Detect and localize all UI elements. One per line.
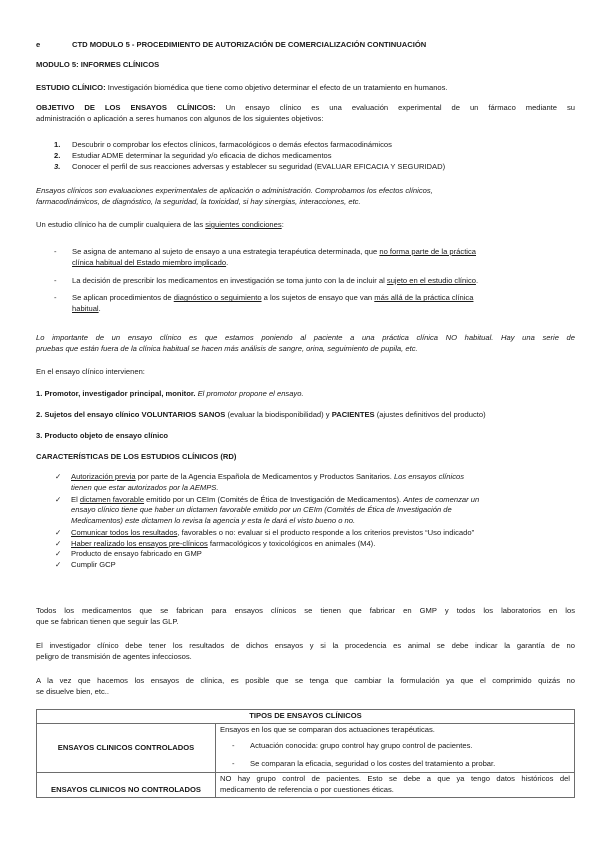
list-item (55, 549, 575, 560)
caracteristica-italic: ensayo clínico tiene que haber un dictamen favorable emitido por un CEIm (Comités de Ética de Investigación de (71, 505, 452, 515)
list-text: Conocer el perfil de sus reacciones adversas y establecer su seguridad (EVALUAR EFICACIA Y SEGURIDAD) (72, 161, 446, 171)
caracteristicas-list (55, 472, 575, 571)
module-title: MODULO 5: INFORMES CLÍNICOS (36, 60, 160, 69)
header-title: CTD MODULO 5 - PROCEDIMIENTO DE AUTORIZACIÓN DE COMERCIALIZACIÓN CONTINUACIÓN (72, 40, 427, 49)
list-item (55, 472, 575, 494)
objetivo-line-1 (36, 103, 575, 114)
objetivo-text-1: Un ensayo clínico es una evaluación experimental de un fármaco mediante su (225, 103, 575, 112)
list-text: Descubrir o comprobar los efectos clínicos, farmacológicos o demás efectos farmacodinámicos (72, 140, 392, 149)
checkmark-icon: ✓ (55, 549, 62, 559)
caracteristica-italic: tienen que estar autorizados por la AEMPS. (71, 482, 219, 492)
condicion-underlined: más allá de la práctica clínica (374, 293, 474, 303)
list-item (55, 528, 575, 539)
no-controlados-label: ENSAYOS CLINICOS NO CONTROLADOS (37, 773, 216, 798)
caracteristica-underlined: Autorización previa (71, 472, 136, 481)
table-header-row (37, 710, 575, 724)
checkmark-icon: ✓ (55, 538, 62, 548)
condicion-underlined: no forma parte de la práctica (379, 247, 477, 256)
table-row (37, 724, 575, 773)
investigador-line-1: El investigador clínico debe tener los resultados de dichos ensayos y si la procedencia es animal se debe indicar la garantía de no (36, 641, 575, 650)
list-item (55, 560, 575, 571)
ensayos-note-line-2: farmacodinámicos, de diagnóstico, la seguridad, la toxicidad, si hay sinergias, interacciones, etc. (36, 196, 361, 206)
list-item (54, 151, 575, 162)
caracteristica-text: emitido por un CEIm (Comités de Ética de Investigación de Medicamentos). (144, 494, 404, 504)
condicion-end: . (475, 275, 479, 285)
condicion-underlined: clínica habitual del Estado miembro implicado (72, 257, 227, 267)
list-item (220, 741, 570, 752)
tipos-ensayos-table (36, 709, 575, 798)
checkmark-icon: ✓ (55, 560, 62, 570)
importante-note (36, 333, 575, 355)
estudio-text: Investigación biomédica que tiene como objetivo determinar el efecto de un tratamiento en humanos. (107, 83, 448, 92)
importante-line-1: Lo importante de un ensayo clínico es que estamos poniendo al paciente a una práctica clínica NO habitual. Hay una serie de (36, 333, 575, 342)
caracteristica-underlined: Comunicar todos los resultados (71, 527, 178, 537)
list-item (54, 276, 575, 287)
participante-bold: 3. Producto objeto de ensayo clínico (36, 431, 169, 440)
participante-bold: PACIENTES (331, 410, 375, 419)
table-row (37, 773, 575, 798)
condiciones-list (54, 247, 575, 315)
participante-text: (ajustes definitivos del producto) (374, 410, 486, 419)
condiciones-colon: : (281, 220, 284, 229)
ensayos-note (36, 186, 575, 208)
intervienen-label: En el ensayo clínico intervienen: (36, 367, 145, 376)
participante-item (36, 410, 486, 421)
no-controlados-description (216, 773, 575, 798)
controlados-item: Se comparan la eficacia, seguridad o los costes del tratamiento a probar. (250, 758, 496, 768)
dash-bullet: - (54, 275, 57, 285)
gmp-line-2: que se fabrican tienen que seguir las GLP. (36, 616, 179, 626)
list-item (54, 162, 575, 173)
estudio-label: ESTUDIO CLÍNICO: (36, 83, 106, 92)
controlados-intro: Ensayos en los que se comparan dos actuaciones terapéuticas. (220, 725, 435, 734)
objetivo-label: OBJETIVO DE LOS ENSAYOS CLÍNICOS: (36, 103, 216, 112)
list-item (54, 293, 575, 315)
caracteristica-underlined: Haber realizado los ensayos pre-clínicos (71, 538, 208, 548)
condicion-end: . (98, 304, 101, 314)
participante-bold: 1. Promotor, investigador principal, monitor. (36, 389, 196, 398)
dash-bullet: - (232, 740, 235, 750)
condicion-underlined: habitual (72, 304, 99, 314)
controlados-label: ENSAYOS CLINICOS CONTROLADOS (37, 724, 216, 773)
document-header (36, 40, 426, 51)
list-item (220, 759, 570, 770)
caracteristica-italic: Antes de comenzar un (403, 494, 480, 504)
list-item (55, 495, 575, 527)
condicion-underlined: diagnóstico o seguimiento (173, 293, 262, 303)
controlados-item: Actuación conocida: grupo control hay grupo control de pacientes. (250, 740, 473, 750)
participante-italic: El promotor propone el ensayo. (195, 389, 304, 398)
condicion-text: La decisión de prescribir los medicamentos en investigación se toma junto con la de incluir al (72, 275, 387, 285)
condicion-end: . (226, 257, 229, 267)
caracteristica-italic: Los ensayos clínicos (393, 472, 465, 481)
list-text: Estudiar ADME determinar la seguridad y/o eficacia de dichos medicamentos (72, 150, 332, 160)
list-item (55, 539, 575, 550)
checkmark-icon: ✓ (55, 527, 62, 537)
table-title: TIPOS DE ENSAYOS CLÍNICOS (37, 710, 575, 724)
importante-line-2: pruebas que están fuera de la clínica habitual se hacen más análisis de sangre, orina, seguimiento de pupila, etc. (36, 343, 418, 353)
dash-bullet: - (232, 758, 235, 768)
participante-item (36, 389, 304, 400)
condiciones-intro-text: Un estudio clínico ha de cumplir cualquiera de las (36, 220, 206, 229)
formulacion-line-2: se disuelve bien, etc.. (36, 686, 110, 696)
list-number: 1. (54, 140, 61, 149)
caracteristica-italic: Medicamentos) este dictamen lo revisa la agencia y esta le dará el visto bueno o no. (71, 516, 356, 526)
condiciones-link-text: siguientes condiciones (205, 220, 282, 229)
header-prefix: e (36, 40, 41, 49)
investigador-line-2: peligro de transmisión de agentes infecciosos. (36, 651, 192, 661)
participante-text: (evaluar la biodisponibilidad) y (225, 410, 332, 419)
list-number: 3. (54, 161, 61, 171)
condiciones-intro (36, 220, 284, 231)
objetivo-line-2: administración o aplicación a seres humanos con algunos de los siguientes objetivos: (36, 113, 324, 123)
condicion-text: Se asigna de antemano al sujeto de ensayo a una estrategia terapéutica determinada, que (72, 247, 380, 256)
list-item (54, 140, 575, 151)
condicion-text: a los sujetos de ensayo que van (261, 293, 375, 303)
caracteristica-text: Producto de ensayo fabricado en GMP (71, 549, 202, 559)
formulacion-paragraph (36, 676, 575, 698)
caracteristica-text: El (71, 494, 80, 504)
checkmark-icon: ✓ (55, 494, 62, 504)
participante-item (36, 431, 168, 442)
controlados-description (216, 724, 575, 773)
ensayos-note-line-1: Ensayos clínicos son evaluaciones experimentales de aplicación o administración. Comprobamos los efectos clínicos, (36, 186, 433, 195)
participante-bold: 2. Sujetos del ensayo clínico VOLUNTARIOS SANOS (36, 410, 226, 419)
dash-bullet: - (54, 247, 57, 256)
list-item (54, 247, 575, 269)
formulacion-line-1: A la vez que hacemos los ensayos de clínica, es posible que se tenga que cambiar la formulación ya que el comprimido quizás no (36, 676, 575, 685)
objetivo-paragraph (36, 103, 575, 125)
caracteristica-text: por parte de la Agencia Española de Medicamentos y Productos Sanitarios. (135, 472, 394, 481)
estudio-clinico-definition (36, 83, 448, 94)
no-controlados-line-2: medicamento de referencia o por cuestiones éticas. (220, 785, 394, 795)
gmp-line-1: Todos los medicamentos que se fabrican para ensayos clínicos se tienen que fabricar en GMP y todos los laboratorios en los (36, 606, 575, 615)
condicion-text: Se aplican procedimientos de (72, 293, 174, 303)
caracteristica-text: , favorables o no: evaluar si el producto responde a los criterios previstos “Uso indicado” (177, 527, 475, 537)
dash-bullet: - (54, 293, 57, 303)
gmp-paragraph (36, 606, 575, 628)
checkmark-icon: ✓ (55, 472, 62, 481)
objetivos-list (54, 140, 575, 172)
caracteristica-underlined: dictamen favorable (79, 494, 145, 504)
investigador-paragraph (36, 641, 575, 663)
list-number: 2. (54, 150, 61, 160)
no-controlados-line-1: NO hay grupo control de pacientes. Esto se debe a que ya tengo datos históricos del (220, 774, 570, 784)
caracteristica-text: Cumplir GCP (71, 560, 116, 570)
caracteristicas-title: CARACTERÍSTICAS DE LOS ESTUDIOS CLÍNICOS (RD) (36, 452, 237, 461)
condicion-underlined: sujeto en el estudio clínico (386, 275, 476, 285)
caracteristica-text: farmacológicos y toxicológicos en animales (M4). (207, 538, 376, 548)
